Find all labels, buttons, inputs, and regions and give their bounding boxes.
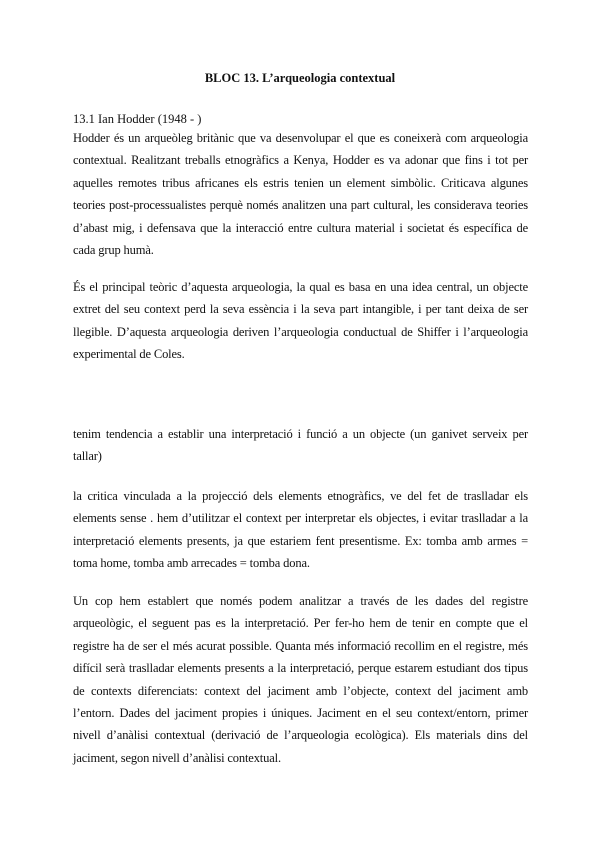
paragraph-interpretation-tendency: tenim tendencia a establir una interpretació i funció a un objecte (un ganivet serveix per tallar) xyxy=(73,427,528,464)
paragraph-hodder-intro: Hodder és un arqueòleg britànic que va desenvolupar el que es coneixerà com arqueologia contextual. Realitzant treballs etnogràfics a Kenya, Hodder es va adonar que fins i tot per aquelles remotes tribus africanes els estris tenien un element simbòlic. Criticava algunes teories post-processualistes perquè només analitzen una part cultural, les considerava teories d’abast mig, i defensava que la interacció entre cultura material i societat és específica de cada grup humà. xyxy=(73,131,528,258)
document-title: BLOC 13. L’arqueologia contextual xyxy=(204,71,396,85)
paragraph-principal-theorist: És el principal teòric d’aquesta arqueologia, la qual es basa en una idea central, un objecte extret del seu context perd la seva essència i la seva part intangible, i per tant deixa de ser llegible. D’aquesta arqueologia deriven l’arqueologia conductual de Shiffer i l’arqueologia experimental de Coles. xyxy=(73,280,528,362)
paragraph-ethnographic-critique: la critica vinculada a la projecció dels elements etnogràfics, ve del fet de traslladar els elements sense . hem d’utilitzar el context per interpretar els objectes, i evitar traslladar a la interpretació elements presents, ja que estariem fent presentisme. Ex: tomba amb armes = toma home, tomba amb arrecades = tomba dona. xyxy=(73,489,528,571)
section-heading: 13.1 Ian Hodder (1948 - ) xyxy=(73,112,202,126)
paragraph-record-interpretation: Un cop hem establert que només podem analitzar a través de les dades del registre arqueològic, el seguent pas es la interpretació. Per fer-ho hem de tenir en compte que el registre ha de ser el més acurat possible. Quanta més informació recollim en el registre, més difícil serà traslladar elements presents a la interpretació, perque estarem estudiant dos tipus de contexts diferenciats: context del jaciment amb l’objecte, context del jaciment amb l’entorn. Dades del jaciment propies i úniques. Jaciment en el seu context/entorn, primer nivell d’anàlisi contextual (derivació de l’arqueologia ecològica). Els materials dins del jaciment, segon nivell d’anàlisi contextual. xyxy=(73,594,528,765)
